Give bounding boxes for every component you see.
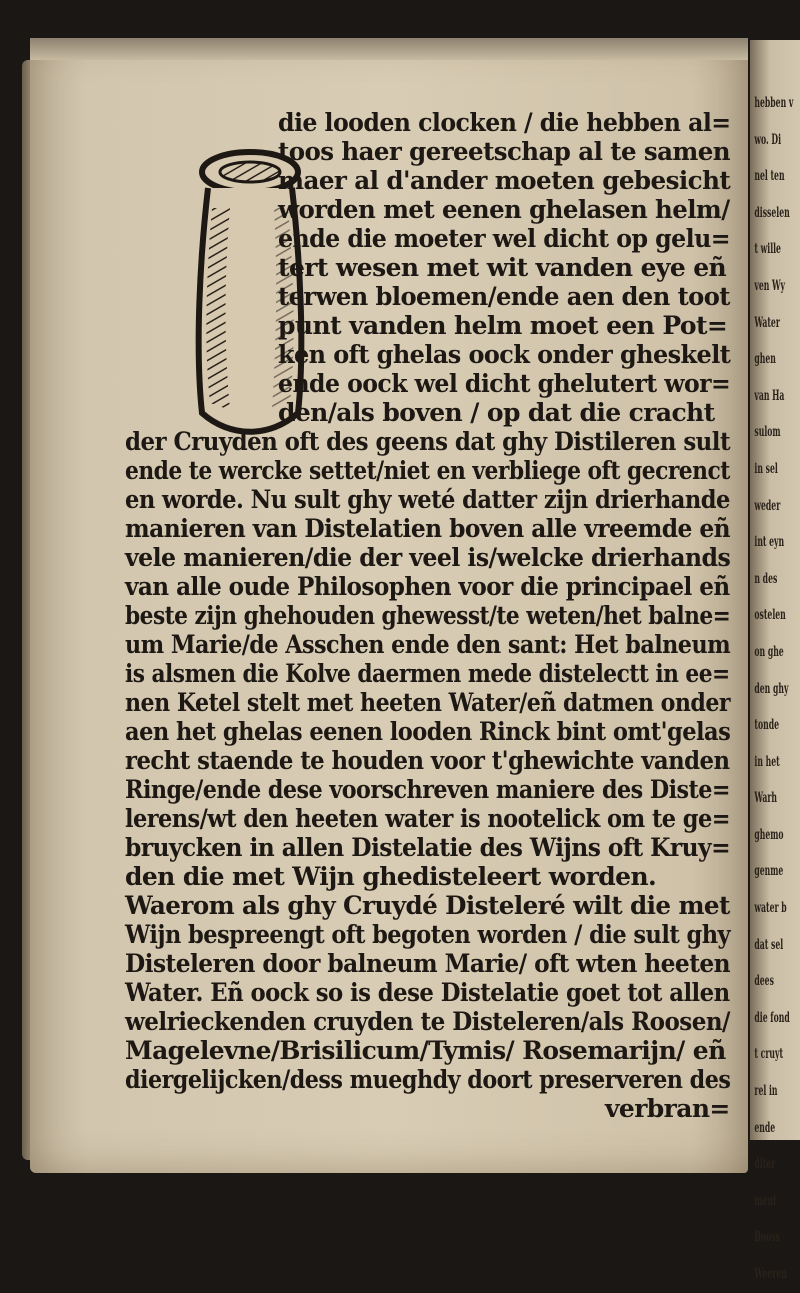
text-line: der Cruyden oft des geens dat ghy Distileren sult — [125, 426, 731, 456]
text-line: bruycken in allen Distelatie des Wijns oft Kruy= — [125, 832, 731, 862]
facing-line: disselen — [754, 204, 790, 221]
facing-line: n des — [754, 570, 778, 587]
facing-line: ment — [754, 1192, 777, 1209]
text-line: Ringe/ende dese voorschreven maniere des Diste= — [125, 774, 730, 804]
facing-line: genme — [754, 863, 784, 880]
facing-page-text — [750, 40, 794, 1293]
facing-line: in sel — [754, 460, 778, 477]
facing-line: nel ten — [754, 168, 785, 185]
text-line: manieren van Distelatien boven alle vreemde eñ — [125, 513, 731, 543]
facing-line: wo. Di — [754, 131, 781, 148]
text-line: en worde. Nu sult ghy weté datter zijn drierhande — [125, 484, 730, 514]
catchword: verbran= — [605, 1093, 730, 1123]
facing-line: Water — [754, 314, 780, 331]
text-line: van alle oude Philosophen voor die principael eñ — [125, 571, 730, 601]
text-line: maer al d'ander moeten gebesicht — [278, 165, 731, 195]
text-line: Water. Eñ oock so is dese Distelatie goet tot allen — [125, 977, 730, 1007]
facing-line: ven Wy — [754, 277, 786, 294]
facing-line: rel in — [754, 1083, 778, 1100]
facing-line: int eyn — [754, 534, 785, 551]
facing-line: ostelen — [754, 607, 786, 624]
facing-line: ghen — [754, 351, 776, 368]
text-line: den/als boven / op dat die cracht — [278, 397, 715, 427]
facing-line: t wille — [754, 241, 781, 258]
text-line: worden met eenen ghelasen helm/ — [278, 194, 730, 224]
text-line: ende te wercke settet/niet en verbliege oft gecrenct — [125, 455, 730, 485]
facing-line: Warh — [754, 790, 778, 807]
text-line: die looden clocken / die hebben al= — [278, 108, 731, 137]
text-line: welrieckenden cruyden te Disteleren/als Roosen/ — [125, 1006, 730, 1036]
text-line: Magelevne/Brisilicum/Tymis/ Rosemarijn/ eñ — [125, 1035, 726, 1065]
text-line: ken oft ghelas oock onder gheskelt — [278, 339, 731, 369]
facing-line: die fond — [754, 1009, 790, 1026]
facing-line: Booss — [754, 1229, 780, 1246]
text-line: beste zijn ghehouden ghewesst/te weten/het balne= — [125, 600, 731, 630]
facing-line: dat sel — [754, 936, 784, 953]
facing-line: on ghe — [754, 643, 784, 660]
facing-line: van Ha — [754, 387, 785, 404]
facing-line: hebben v — [754, 95, 794, 111]
text-line: Waerom als ghy Cruydé Disteleré wilt die met — [125, 890, 730, 920]
facing-line: water b — [754, 900, 787, 917]
text-line: diergelijcken/dess mueghdy doort preserveren des — [125, 1064, 731, 1094]
text-line: punt vanden helm moet een Pot= — [278, 310, 728, 340]
text-line: ende die moeter wel dicht op gelu= — [278, 223, 731, 253]
text-line: Wijn bespreengt oft begoten worden / die sult ghy — [125, 919, 731, 949]
text-line: vele manieren/die der veel is/welcke drierhands — [125, 542, 731, 572]
facing-line: diter — [754, 1156, 776, 1173]
page-text — [30, 38, 748, 1173]
text-line: is alsmen die Kolve daermen mede distelectt in ee= — [125, 658, 730, 688]
facing-line: tonde — [754, 717, 779, 734]
facing-page — [750, 40, 800, 1282]
facing-line: in het — [754, 753, 780, 770]
facing-line: dees — [754, 973, 774, 990]
text-line: nen Ketel stelt met heeten Water/eñ datmen onder — [125, 687, 731, 717]
facing-line: ghemo — [754, 826, 784, 843]
text-line: terwen bloemen/ende aen den toot — [278, 281, 730, 311]
left-page — [30, 38, 748, 1173]
facing-line: t cruyt — [754, 1046, 784, 1063]
text-line: tert wesen met wit vanden eye eñ — [278, 252, 727, 282]
text-line: recht staende te houden voor t'ghewichte vanden — [125, 745, 730, 775]
text-line: den die met Wijn ghedisteleert worden. — [125, 861, 657, 891]
text-line: toos haer gereetschap al te samen — [278, 136, 730, 166]
facing-line: Weeren — [754, 1266, 787, 1282]
facing-line: weder — [754, 497, 781, 514]
facing-line: den ghy — [754, 680, 789, 697]
text-line: ende oock wel dicht ghelutert wor= — [278, 368, 731, 398]
text-line: lerens/wt den heeten water is nootelick om te ge= — [125, 803, 730, 833]
facing-line: ende — [754, 1119, 776, 1136]
text-line: aen het ghelas eenen looden Rinck bint omt'gelas — [125, 716, 731, 746]
text-line: um Marie/de Asschen ende den sant: Het balneum — [125, 629, 731, 659]
text-line: Disteleren door balneum Marie/ oft wten heeten — [125, 948, 731, 978]
facing-line: sulom — [754, 424, 781, 441]
